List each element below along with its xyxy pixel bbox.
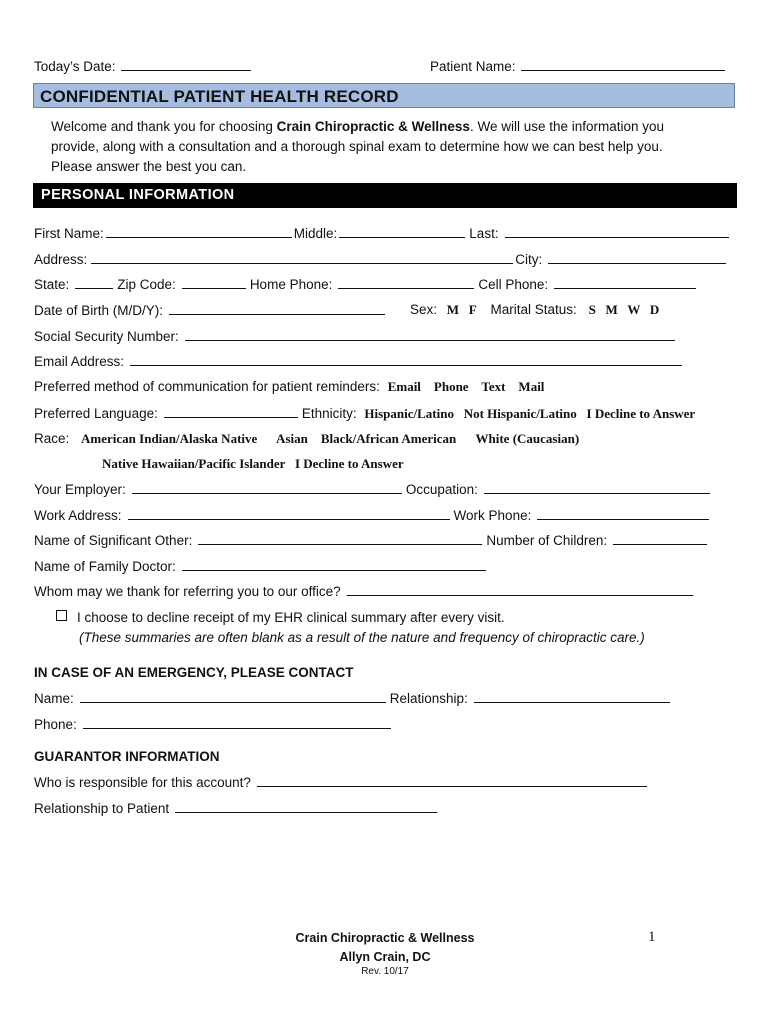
family-doctor-field[interactable] — [182, 558, 486, 571]
guarantor-responsible-label: Who is responsible for this account? — [34, 775, 251, 790]
marital-status-label: Marital Status: — [490, 302, 577, 317]
state-row — [34, 276, 698, 293]
work-address-label: Work Address: — [34, 508, 122, 523]
ehr-decline-checkbox[interactable] — [56, 610, 67, 621]
footer-practice: Crain Chiropractic & Wellness — [295, 931, 475, 945]
welcome-text-2: provide, along with a consultation and a thorough spinal exam to determine how we can best help you. — [51, 139, 663, 154]
referral-label: Whom may we thank for referring you to our office? — [34, 584, 341, 599]
address-label: Address: — [34, 252, 88, 267]
ehr-decline-row — [56, 610, 505, 626]
email-field[interactable] — [130, 353, 682, 366]
ehr-decline-label: I choose to decline receipt of my EHR clinical summary after every visit. — [77, 610, 505, 625]
emergency-relationship-label: Relationship: — [389, 691, 468, 706]
emergency-phone-row — [34, 716, 393, 733]
email-row — [34, 353, 684, 370]
welcome-text-1b: . We will use the information you — [469, 119, 665, 134]
children-field[interactable] — [613, 532, 707, 545]
ssn-field[interactable] — [185, 328, 675, 341]
significant-other-field[interactable] — [198, 532, 482, 545]
zip-label: Zip Code: — [117, 277, 176, 292]
language-label: Preferred Language: — [34, 406, 158, 421]
dob-field[interactable] — [169, 302, 385, 315]
practice-name: Crain Chiropractic & Wellness — [276, 119, 470, 134]
name-row — [34, 225, 731, 242]
guarantor-responsible-field[interactable] — [257, 774, 647, 787]
language-field[interactable] — [164, 405, 298, 418]
pref-method-options[interactable]: Email Phone Text Mail — [387, 379, 545, 394]
city-field[interactable] — [548, 251, 726, 264]
referral-row — [34, 583, 695, 600]
work-phone-field[interactable] — [537, 507, 709, 520]
family-doctor-label: Name of Family Doctor: — [34, 559, 176, 574]
home-phone-field[interactable] — [338, 276, 474, 289]
race-options-1[interactable]: American Indian/Alaska Native Asian Black/African American White (Caucasian) — [81, 431, 580, 446]
referral-field[interactable] — [347, 583, 693, 596]
children-label: Number of Children: — [486, 533, 608, 548]
guarantor-relationship-row — [34, 800, 439, 817]
todays-date-label: Today’s Date: — [34, 59, 116, 74]
last-name-field[interactable] — [505, 225, 729, 238]
cell-phone-field[interactable] — [554, 276, 696, 289]
language-ethnicity-row — [34, 405, 695, 422]
emergency-header: IN CASE OF AN EMERGENCY, PLEASE CONTACT — [34, 665, 354, 680]
last-name-label: Last: — [469, 226, 499, 241]
cell-phone-label: Cell Phone: — [478, 277, 549, 292]
pref-method-row — [34, 379, 544, 395]
middle-name-label: Middle: — [293, 226, 338, 241]
zip-field[interactable] — [182, 276, 246, 289]
work-address-field[interactable] — [128, 507, 450, 520]
employer-row — [34, 481, 712, 498]
ssn-label: Social Security Number: — [34, 329, 179, 344]
significant-other-row — [34, 532, 709, 549]
emergency-name-label: Name: — [34, 691, 74, 706]
todays-date-field[interactable] — [121, 58, 251, 71]
occupation-label: Occupation: — [405, 482, 478, 497]
emergency-name-row — [34, 690, 672, 707]
ethnicity-label: Ethnicity: — [301, 406, 357, 421]
dob-row — [34, 302, 387, 319]
middle-name-field[interactable] — [339, 225, 465, 238]
ethnicity-options[interactable]: Hispanic/Latino Not Hispanic/Latino I Decline to Answer — [364, 406, 696, 421]
work-phone-label: Work Phone: — [453, 508, 532, 523]
emergency-phone-field[interactable] — [83, 716, 391, 729]
guarantor-header: GUARANTOR INFORMATION — [34, 749, 220, 764]
sex-marital-row — [410, 302, 659, 318]
welcome-text-3: Please answer the best you can. — [51, 159, 247, 174]
guarantor-relationship-field[interactable] — [175, 800, 437, 813]
employer-field[interactable] — [132, 481, 402, 494]
race-row-2 — [102, 456, 404, 472]
personal-information-header: PERSONAL INFORMATION — [33, 183, 737, 208]
address-row — [34, 251, 728, 268]
ehr-note: (These summaries are often blank as a result of the nature and frequency of chiropractic care.) — [79, 630, 645, 645]
emergency-name-field[interactable] — [80, 690, 386, 703]
city-label: City: — [515, 252, 543, 267]
race-label: Race: — [34, 431, 70, 446]
page-number: 1 — [648, 929, 656, 945]
patient-name-label: Patient Name: — [430, 59, 516, 74]
footer-revision: Rev. 10/17 — [361, 966, 409, 977]
work-address-row — [34, 507, 711, 524]
emergency-phone-label: Phone: — [34, 717, 77, 732]
family-doctor-row — [34, 558, 488, 575]
employer-label: Your Employer: — [34, 482, 126, 497]
ssn-row — [34, 328, 677, 345]
footer-doctor: Allyn Crain, DC — [339, 950, 431, 964]
emergency-relationship-field[interactable] — [474, 690, 670, 703]
patient-name-row — [430, 58, 727, 75]
sex-options[interactable]: M F — [446, 302, 477, 317]
pref-method-label: Preferred method of communication for patient reminders: — [34, 379, 380, 394]
email-label: Email Address: — [34, 354, 125, 369]
race-options-2[interactable]: Native Hawaiian/Pacific Islander I Decline to Answer — [102, 456, 404, 471]
sex-label: Sex: — [410, 302, 438, 317]
marital-status-options[interactable]: S M W D — [588, 302, 660, 317]
todays-date-row — [34, 58, 253, 75]
guarantor-responsible-row — [34, 774, 649, 791]
home-phone-label: Home Phone: — [249, 277, 333, 292]
address-field[interactable] — [91, 251, 513, 264]
state-field[interactable] — [75, 276, 113, 289]
occupation-field[interactable] — [484, 481, 710, 494]
page-title: CONFIDENTIAL PATIENT HEALTH RECORD — [33, 83, 735, 108]
welcome-paragraph — [51, 117, 731, 177]
state-label: State: — [34, 277, 70, 292]
dob-label: Date of Birth (M/D/Y): — [34, 303, 164, 318]
guarantor-relationship-label: Relationship to Patient — [34, 801, 170, 816]
significant-other-label: Name of Significant Other: — [34, 533, 193, 548]
first-name-field[interactable] — [106, 225, 292, 238]
welcome-text-1: Welcome and thank you for choosing — [51, 119, 277, 134]
first-name-label: First Name: — [34, 226, 104, 241]
race-row — [34, 431, 579, 447]
patient-name-field[interactable] — [521, 58, 725, 71]
